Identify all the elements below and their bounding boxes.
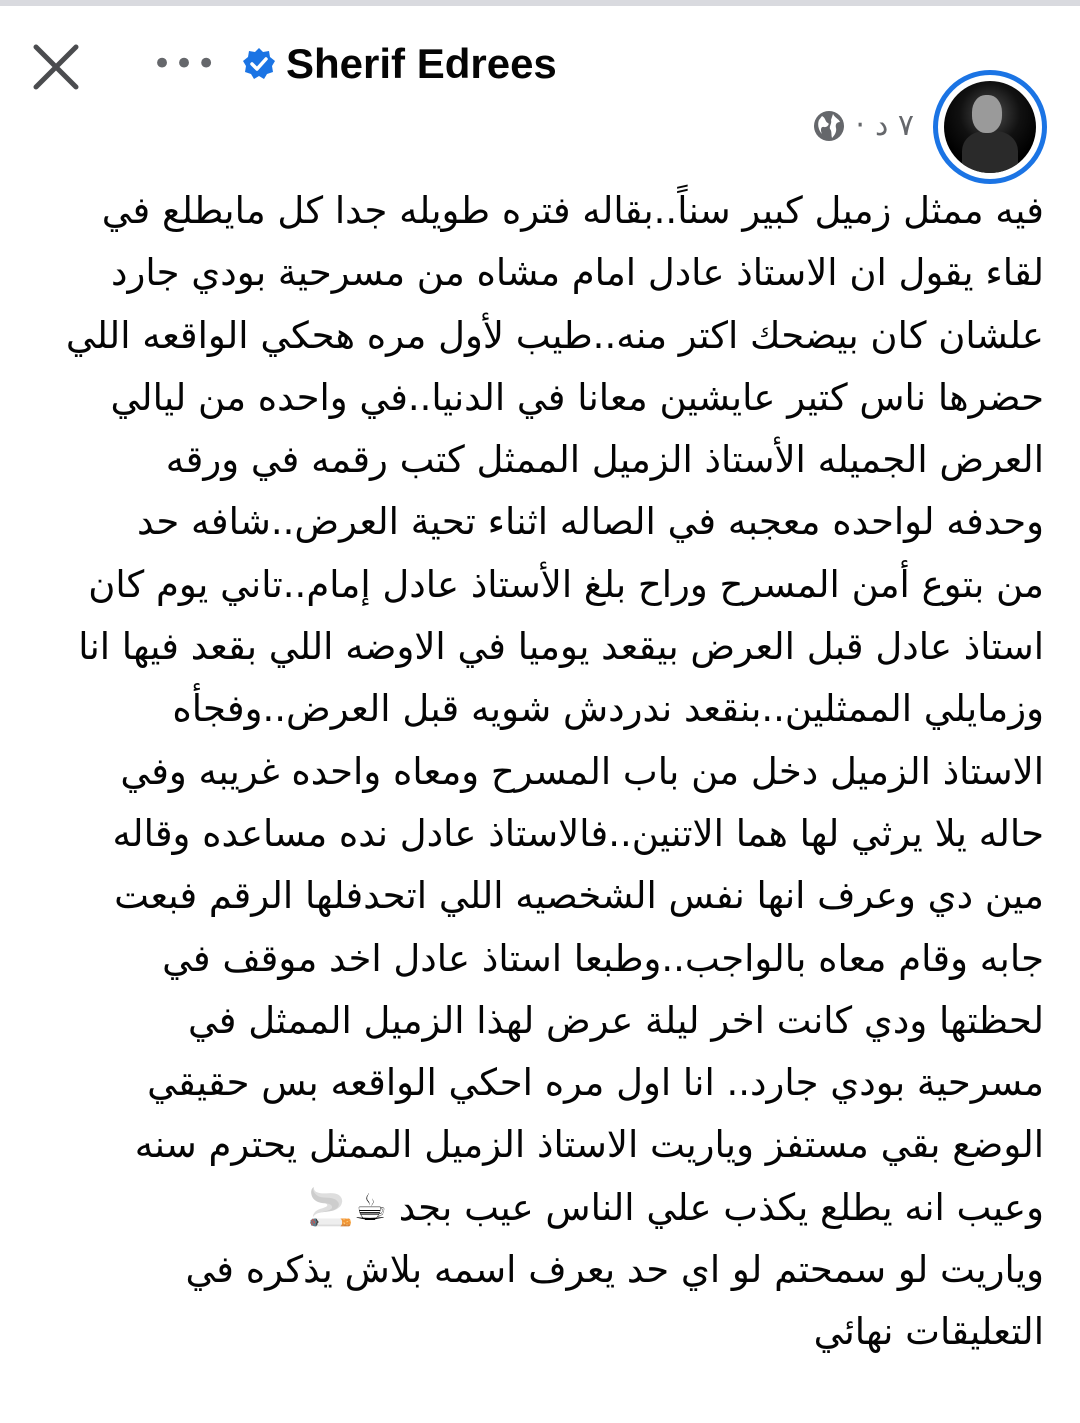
post-line: علشان كان بيضحك اكتر منه..طيب لأول مره هحكي الواقعه اللي: [65, 313, 1044, 357]
post-line: استاذ عادل قبل العرض بيقعد يوميا في الاوضه اللي بقعد فيها انا: [78, 625, 1044, 669]
globe-icon[interactable]: [813, 110, 845, 142]
separator: ·: [855, 108, 865, 143]
profile-photo: [944, 81, 1036, 173]
more-options-button[interactable]: [152, 44, 219, 84]
post-line: من بتوع أمن المسرح وراح بلغ الأستاذ عادل إمام..تاني يوم كان: [88, 562, 1044, 606]
post-line: مسرحية بودي جارد.. انا اول مره احكي الواقعه بس حقيقي: [147, 1061, 1044, 1105]
post-line: فيه ممثل زميل كبير سناً..بقاله فتره طويله جدا كل مايطلع في: [101, 189, 1044, 232]
post-line: العرض الجميله الأستاذ الزميل الممثل كتب رقمه في ورقه: [165, 438, 1044, 482]
post-line: جابه وقام معاه بالواجب..وطبعا استاذ عادل اخد موقف في: [162, 936, 1044, 980]
post-line: وزمايلي الممثلين..بنقعد ندردش شويه قبل العرض..وفجأه: [172, 687, 1044, 731]
post-author[interactable]: [242, 40, 557, 88]
post-text: [14, 180, 1044, 1364]
post-line: لقاء يقول ان الاستاذ عادل امام مشاه من مسرحية بودي جارد: [111, 251, 1044, 295]
close-button[interactable]: [30, 44, 82, 90]
close-icon: [30, 44, 82, 90]
post-line: الاستاذ الزميل دخل من باب المسرح ومعاه واحده غريبه وفي: [120, 749, 1044, 793]
post-line: حضرها ناس كتير عايشين معانا في الدنيا..في واحده من ليالي: [110, 375, 1044, 419]
verified-badge-icon: [242, 47, 276, 81]
top-bar: [0, 0, 1080, 6]
post-line: التعليقات نهائي: [813, 1310, 1044, 1354]
avatar[interactable]: [933, 70, 1047, 184]
post-line: الوضع بقي مستفز وياريت الاستاذ الزميل الممثل يحترم سنه: [134, 1123, 1044, 1167]
post-meta: [813, 108, 914, 143]
post-line: لحظتها ودي كانت اخر ليلة عرض لهذا الزميل الممثل في: [187, 998, 1044, 1042]
timestamp[interactable]: ٧ د: [874, 108, 914, 143]
post-line: حاله يلا يرثي لها هما الاتنين..فالاستاذ عادل نده مساعده وقاله: [112, 811, 1044, 855]
post-line: وحدفه لواحده معجبه في الصاله اثناء تحية العرض..شافه حد: [137, 500, 1044, 544]
author-name[interactable]: Sherif Edrees: [286, 40, 557, 87]
post-line: وياريت لو سمحتم لو اي حد يعرف اسمه بلاش يذكره في: [185, 1248, 1044, 1292]
post-line: مين دي وعرف انها نفس الشخصيه اللي اتحدفلها الرقم فبعت: [114, 874, 1044, 918]
more-icon: •••: [152, 44, 219, 84]
post-line: وعيب انه يطلع يكذب علي الناس عيب بجد ☕🚬: [307, 1185, 1044, 1229]
